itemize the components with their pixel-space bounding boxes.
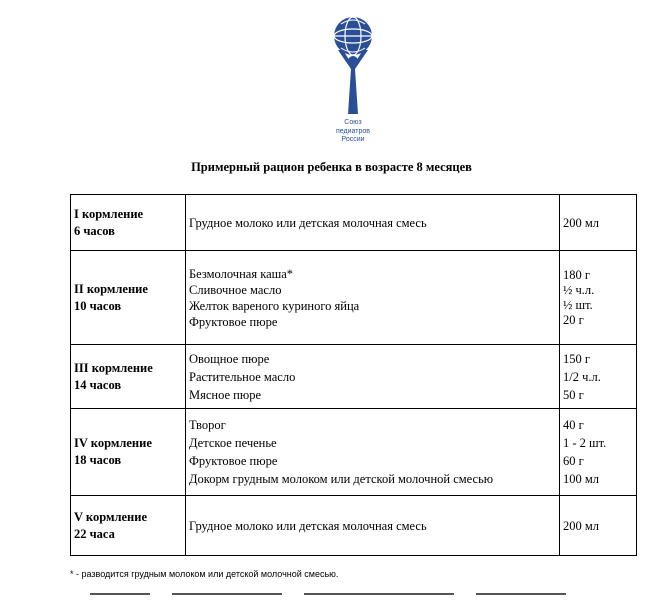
logo-caption xyxy=(312,119,394,145)
amounts-cell xyxy=(560,251,637,345)
amounts-cell xyxy=(560,409,637,496)
amounts-cell xyxy=(560,195,637,251)
globe-figure-icon xyxy=(332,14,374,118)
amount-item: 100 мл xyxy=(563,472,600,486)
foods-cell xyxy=(186,409,560,496)
food-item: Докорм грудным молоком или детской молочной смесью xyxy=(189,472,494,486)
amount-item: 60 г xyxy=(563,454,584,468)
text-fragment xyxy=(304,593,454,595)
footnote: * - разводится грудным молоком или детской молочной смесью. xyxy=(70,569,339,579)
food-item: Грудное молоко или детская молочная смесь xyxy=(189,518,427,533)
page-title: Примерный рацион ребенка в возрасте 8 месяцев xyxy=(191,160,472,174)
logo-line: педиатров xyxy=(336,127,370,135)
feeding-cell xyxy=(71,496,186,556)
food-item: Фруктовое пюре xyxy=(189,454,278,468)
text-fragment xyxy=(90,593,150,595)
table-row xyxy=(71,496,637,556)
feeding-cell xyxy=(71,409,186,496)
feeding-time: 14 часов xyxy=(74,377,122,392)
amount-item: 1 - 2 шт. xyxy=(563,436,607,450)
amount-item: 1/2 ч.л. xyxy=(563,369,601,384)
food-item: Мясное пюре xyxy=(189,387,262,402)
feeding-name: III кормление xyxy=(74,360,153,375)
amount-item: ½ ч.л. xyxy=(563,282,595,297)
table-row xyxy=(71,409,637,496)
amount-item: ½ шт. xyxy=(563,297,593,312)
amounts-cell xyxy=(560,345,637,409)
text-fragment xyxy=(172,593,282,595)
text-fragment xyxy=(476,593,566,595)
amount-item: 200 мл xyxy=(563,215,600,230)
diet-table xyxy=(70,194,637,556)
food-item: Детское печенье xyxy=(189,436,277,450)
feeding-name: IV кормление xyxy=(74,436,152,450)
feeding-cell xyxy=(71,195,186,251)
table-row xyxy=(71,195,637,251)
union-of-pediatricians-logo xyxy=(312,14,394,145)
feeding-time: 22 часа xyxy=(74,526,115,541)
amount-item: 200 мл xyxy=(563,518,600,533)
logo-line: России xyxy=(341,136,365,143)
feeding-cell xyxy=(71,345,186,409)
amount-item: 20 г xyxy=(563,312,584,327)
amount-item: 180 г xyxy=(563,267,591,282)
food-item: Безмолочная каша* xyxy=(189,266,294,281)
food-item: Растительное масло xyxy=(189,369,296,384)
amounts-cell xyxy=(560,496,637,556)
feeding-name: V кормление xyxy=(74,509,148,524)
food-item: Творог xyxy=(189,418,226,432)
feeding-time: 10 часов xyxy=(74,298,122,313)
feeding-cell xyxy=(71,251,186,345)
feeding-name: I кормление xyxy=(74,206,144,221)
foods-cell xyxy=(186,345,560,409)
feeding-name: II кормление xyxy=(74,281,148,296)
feeding-time: 18 часов xyxy=(74,453,122,467)
food-item: Сливочное масло xyxy=(189,282,282,297)
food-item: Грудное молоко или детская молочная смесь xyxy=(189,215,427,230)
food-item: Овощное пюре xyxy=(189,351,270,366)
foods-cell xyxy=(186,496,560,556)
food-item: Желток вареного куриного яйца xyxy=(189,298,360,313)
food-item: Фруктовое пюре xyxy=(189,314,278,329)
logo-line: Союз xyxy=(344,119,362,126)
foods-cell xyxy=(186,195,560,251)
table-row xyxy=(71,251,637,345)
amount-item: 40 г xyxy=(563,418,584,432)
foods-cell xyxy=(186,251,560,345)
cropped-text-fragment xyxy=(90,593,630,599)
amount-item: 50 г xyxy=(563,387,584,402)
amount-item: 150 г xyxy=(563,351,591,366)
table-row xyxy=(71,345,637,409)
feeding-time: 6 часов xyxy=(74,223,115,238)
